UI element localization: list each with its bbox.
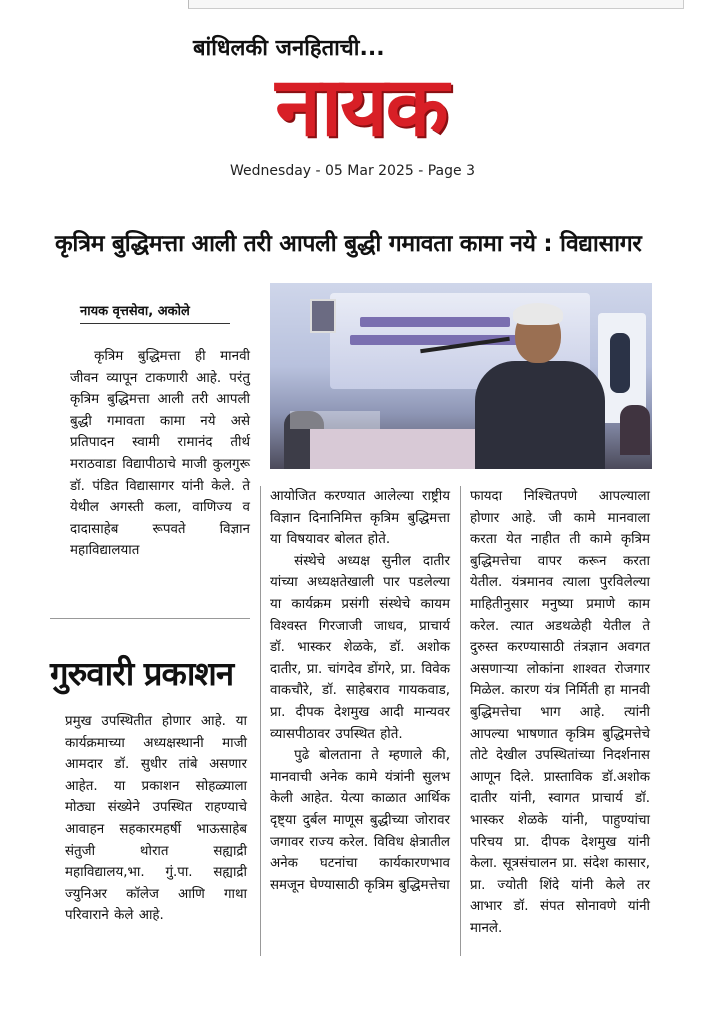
photo-microscope (610, 333, 630, 393)
article-headline: कृत्रिम बुद्धिमत्ता आली तरी आपली बुद्धी गमावता कामा नये : विद्यासागर (55, 231, 642, 257)
column-divider (260, 486, 261, 956)
article-paragraph: पुढे बोलताना ते म्हणाले की, मानवाची अनेक कामे यंत्रांनी सुलभ केली आहेत. येत्या काळात आर्थिक दृष्ट्या दुर्बल माणूस बुद्धीच्या जोरावर जगावर राज्य करेल. विविध क्षेत्रातील अनेक घटनांचा कार्यकारणभाव समजून घेण्यासाठी कृत्रिम बुद्धिमत्तेचा (270, 748, 450, 893)
dateline: Wednesday - 05 Mar 2025 - Page 3 (230, 163, 475, 179)
article-column-1 (70, 346, 250, 562)
article-column-3 (470, 486, 650, 939)
photo-attendee (620, 405, 650, 455)
top-rule (188, 0, 684, 9)
sidebar-paragraph: प्रमुख उपस्थितीत होणार आहे. या कार्यक्रमाच्या अध्यक्षस्थानी माजी आमदार डॉ. सुधीर तांबे असणार आहेत. या प्रकाशन सोहळ्याला मोठ्या संख्येने उपस्थित राहण्याचे आवाहन सहकारमहर्षी भाऊसाहेब संतुजी थोरात सह्याद्री महाविद्यालय,भा. गुं.पा. सह्याद्री ज्युनिअर कॉलेज आणि गाथा परिवाराने केले आहे. (65, 714, 247, 924)
article-paragraph: कृत्रिम बुद्धिमत्ता ही मानवी जीवन व्यापून टाकणारी आहे. परंतु कृत्रिम बुद्धिमत्ता आली तरी आपली बुद्धी गमावता कामा नये असे प्रतिपादन स्वामी रामानंद तीर्थ मराठवाडा विद्यापीठाचे माजी कुलगुरू डॉ. पंडित विद्यासागर यांनी केले. ते येथील अगस्ती कला, वाणिज्य व दादासाहेब रूपवते विज्ञान महाविद्यालयात (70, 349, 250, 559)
article-paragraph: संस्थेचे अध्यक्ष सुनील दातीर यांच्या अध्यक्षतेखाली पार पडलेल्या या कार्यक्रम प्रसंगी संस्थेचे कायम विश्वस्त गिरजाजी जाधव, प्राचार्य डॉ. भास्कर शेळके, डॉ. अशोक दातीर, प्रा. चांगदेव डोंगरे, प्रा. विवेक वाकचौरे, डॉ. साहेबराव गायकवाड, प्रा. दीपक देशमुख आदी मान्यवर व्यासपीठावर उपस्थित होते. (270, 553, 450, 742)
masthead-tagline: बांधिलकी जनहिताची... (193, 36, 385, 61)
section-divider (50, 618, 250, 619)
article-photo (270, 283, 652, 469)
article-column-2 (270, 486, 450, 896)
article-byline: नायक वृत्तसेवा, अकोले (80, 301, 230, 324)
photo-speaker-body (475, 361, 605, 469)
sidebar-heading: गुरुवारी प्रकाशन (50, 654, 234, 693)
photo-podium-sign (290, 411, 380, 429)
article-paragraph: फायदा निश्चितपणे आपल्याला होणार आहे. जी कामे मानवाला करता येत नाहीत ती कामे कृत्रिम बुद्धिमत्तेचा वापर करून करता येतील. यंत्रमानव त्याला पुरविलेल्या माहितीनुसार मनुष्या प्रमाणे काम करेल. त्यात अडथळेही येतील ते दुरुस्त करण्यासाठी तंत्रज्ञान अवगत असणाऱ्या लोकांना शाश्वत रोजगार मिळेल. कारण यंत्र निर्मिती हा मानवी बुद्धिमत्तेचा भाग आहे. त्यांनी आपल्या भाषणात कृत्रिम बुद्धिमत्तेचे तोटे देखील उपस्थितांच्या निदर्शनास आणून दिले. प्रास्ताविक डॉ.अशोक दातीर यांनी, स्वागत प्राचार्य डॉ. भास्कर शेळके यांनी, पाहुण्यांचा परिचय प्रा. दीपक देशमुख यांनी केला. सूत्रसंचालन प्रा. संदेश कासार, प्रा. ज्योती शिंदे यांनी केले तर आभार डॉ. संपत सोनावणे यांनी मानले. (470, 489, 650, 936)
column-divider (460, 486, 461, 956)
masthead-logo: नायक (275, 60, 447, 155)
sidebar-column (65, 711, 247, 927)
photo-speaker-hair (513, 303, 563, 325)
photo-speaker (475, 307, 605, 469)
photo-frame (310, 299, 336, 333)
article-paragraph: आयोजित करण्यात आलेल्या राष्ट्रीय विज्ञान दिनानिमित्त कृत्रिम बुद्धिमत्ता या विषयावर बोलत होते. (270, 489, 450, 548)
